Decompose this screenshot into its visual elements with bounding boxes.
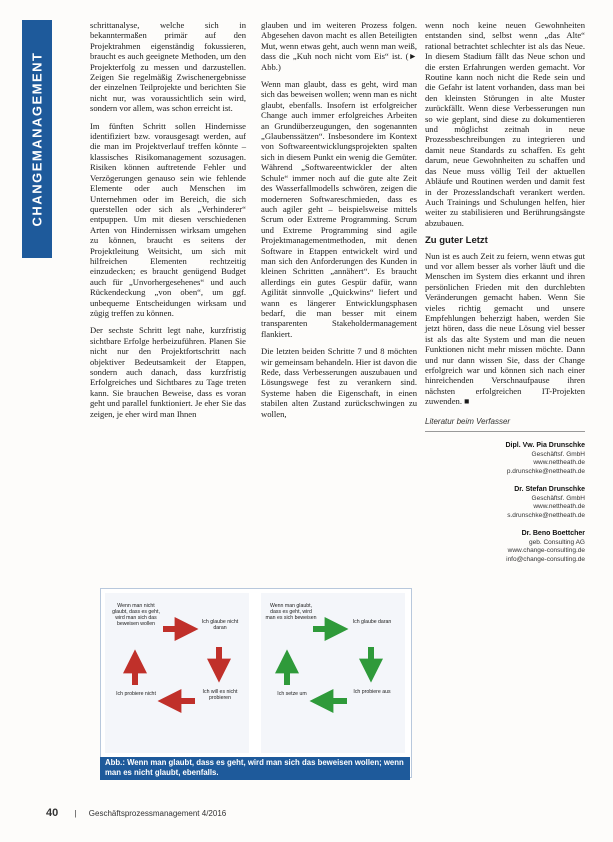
paragraph: Im fünften Schritt sollen Hindernisse identifiziert bzw. vorausgesagt werden, auf die man im Projektverlauf treffen könnte – klassisches Risikomanagement sozusagen. Risiken können auftretende Fehler und Verzögerungen genauso sein wie fehlende Elemente oder auch Menschen im Unternehmen oder im Bereich, die sich querstellen oder sich als „Verhinderer“ entpuppen. Um mit diesen verschiedenen Arten von Hindernissen wirksam umgehen zu können, braucht es seitens der Projektleitung Weitsicht, um sich mit hilfreichen Elementen rechtzeitig einzudecken; es braucht genügend Budget auch für „Unvorhergesehenes“ und auch Rückendeckung „von oben“, um ggf. unbequeme Entscheidungen wirksam und zügig treffen zu können. bbox=[90, 120, 246, 318]
paragraph: Nun ist es auch Zeit zu feiern, wenn etwas gut und vor allem besser als vorher läuft und die Menschen im System dies erkannt und ihren persönlichen Frieden mit den durchlebten Veränderungen gemacht haben. Wenn Sie vieles richtig gemacht und unsere Empfehlungen beherzigt haben, werden Sie jetzt hören, dass die neue Lösung viel besser ist als das alte System und man die neuen Funktionen nicht mehr missen möchte. Dann und nur dann wissen Sie, dass der Change erfolgreich war und können sich nach einer hinreichenden Verschnaufpause ihren nächsten erfolgreichen IT-Projekten zuwenden. ■ bbox=[425, 250, 585, 407]
literature-note: Literatur beim Verfasser bbox=[425, 417, 585, 432]
cycle-label: Ich probiere nicht bbox=[116, 691, 156, 697]
figure-caption: Abb.: Wenn man glaubt, dass es geht, wird man sich das beweisen wollen; wenn man es nicht glaubt, ebenfalls. bbox=[100, 757, 410, 780]
author-name: Dipl. Vw. Pia Drunschke bbox=[505, 442, 585, 450]
paragraph: schrittanalyse, welche sich in bekanntermaßen primär auf den Projektrahmen eigenständig fokussieren, braucht es auch geeignete Methoden, um den Projekterfolg zu messen und darzustellen. Zeigen Sie regelmäßig Zwischenergebnisse der einzelnen Teilprojekte und berichten Sie nicht nur, was voraussichtlich sein wird, sondern vor allem, was schon erreicht ist. bbox=[90, 20, 246, 114]
cycle-diagram bbox=[101, 589, 411, 759]
author-block bbox=[425, 442, 585, 476]
author-block bbox=[425, 486, 585, 520]
author-block bbox=[425, 530, 585, 564]
paragraph: glauben und im weiteren Prozess folgen. Abgesehen davon macht es allen Beteiligten Mut, wenn etwas geht, auch wenn man weiß, dass die „Kuh noch nicht vom Eis“ ist. (► Abb.) bbox=[261, 20, 417, 72]
cycle-label: Ich will es nicht probieren bbox=[202, 689, 238, 701]
author-name: Dr. Stefan Drunschke bbox=[514, 486, 585, 494]
paragraph: Die letzten beiden Schritte 7 und 8 möchten wir gemeinsam behandeln. Hier ist davon die Rede, dass Verbesserungen auszubauen und Lösungswege fest zu verankern sind. Systeme haben die Eigenschaft, in einen stabilen alten Zustand zurückschwingen zu wollen, bbox=[261, 346, 417, 419]
section-tab bbox=[22, 20, 52, 258]
paragraph: Wenn man glaubt, dass es geht, wird man sich das beweisen wollen; wenn man es nicht glaubt, ebenfalls. Insofern ist erfolgreicher Change auch immer erfolgreiches Arbeiten an Grundüberzeugungen, den sogenannten „Glaubenssätzen“. Insbesondere im Kontext von Softwareentwicklungsprojekten spalten sich in diesem Punkt ein wenig die Gemüter. Während „Softwareentwickler der alten Schule“ immer noch auf die gute alte Zeit des Wasserfallmodells schwören, zeigen die moderneren Softwareschmieden, dass es auch agiler geht – beispielsweise mittels Scrum oder Extreme Programming. Scrum und Extreme Programming sind agile Projektmanagementmethoden, mit denen Software in Etappen entwickelt wird und man sich den Anforderungen des Kunden in kleinen Schritten „annähert“. Es braucht allerdings ein gutes Gespür dafür, wann Agilität sinnvolle „Quickwins“ liefert und wann es längerer Entwicklungsphasen bedarf, die man besser mit einem transparenten Stakeholdermanagement flankiert. bbox=[261, 79, 417, 339]
cycle-label: Ich glaube nicht daran bbox=[201, 619, 239, 631]
author-web: www.change-consulting.de bbox=[507, 547, 585, 555]
author-web: www.nettheath.de bbox=[533, 459, 585, 467]
paragraph: wenn noch keine neuen Gewohnheiten entstanden sind, selbst wenn „das Alte“ rational betrachtet schlechter ist als das Neue. In diesem Stadium fällt das Neue schon und die ersten Erfahrungen werden gemacht. Vor Routine kann noch nicht die Rede sein und die Gefahr ist latent vorhanden, dass man bei den kleinsten Störungen in alte Muster zurückfällt. Wenn diese Verbesserungen nun so wie geplant, sind diese zu dokumentieren und möglichst zeitnah in neue Prozessbeschreibungen zu integrieren und damit neue Standards zu schaffen. Es geht darum, neue Gewohnheiten zu schaffen und das Neue muss völlig Teil der aktuellen Abläufe und Routinen werden und damit fest in der Prozesslandschaft verankert werden. Auch Trainings und Schulungen helfen, hier weiter zu stabilisieren und Berührungsängste abzubauen. bbox=[425, 20, 585, 228]
author-name: Dr. Beno Boettcher bbox=[521, 530, 585, 538]
cycle-label: Wenn man glaubt, dass es geht, wird man es sich beweisen bbox=[265, 603, 317, 621]
author-email: s.drunschke@nettheath.de bbox=[507, 511, 585, 519]
column-1 bbox=[90, 20, 246, 426]
footer-separator: | bbox=[74, 809, 77, 818]
journal-name: Geschäftsprozessmanagement 4/2016 bbox=[88, 809, 227, 818]
author-email: p.drunschke@nettheath.de bbox=[506, 467, 585, 475]
cycle-label: Wenn man nicht glaubt, dass es geht, wird man sich das beweisen wollen bbox=[112, 603, 160, 627]
section-tab-label: CHANGEMANAGEMENT bbox=[29, 51, 45, 227]
section-heading: Zu guter Letzt bbox=[425, 235, 488, 247]
page-number: 40 bbox=[46, 807, 59, 819]
paragraph: Der sechste Schritt legt nahe, kurzfristig sichtbare Erfolge herbeizuführen. Planen Sie nicht nur den Projektfortschritt nach objektiver Bedeutsamkeit der Etappen, sondern auch danach, dass kurzfristig Erfolgreiches und Sichtbares zu Tage treten kann. Sie brauchen Beweise, dass es voran geht und parallel funktioniert. Je eher Sie das zeigen, je eher wird man Ihnen bbox=[90, 325, 246, 419]
cycle-label: Ich setze um bbox=[277, 691, 307, 697]
page-footer bbox=[46, 807, 226, 819]
column-3 bbox=[425, 20, 585, 564]
cycle-label: Ich glaube daran bbox=[352, 619, 392, 625]
author-role: Geschäftsf. GmbH bbox=[531, 494, 585, 502]
author-role: geb. Consulting AG bbox=[528, 538, 585, 546]
author-email: info@change-consulting.de bbox=[506, 555, 585, 563]
column-2 bbox=[261, 20, 417, 426]
belief-cycle-figure bbox=[100, 588, 412, 778]
author-role: Geschäftsf. GmbH bbox=[531, 450, 585, 458]
author-web: www.nettheath.de bbox=[533, 503, 585, 511]
cycle-label: Ich probiere aus bbox=[353, 689, 391, 695]
